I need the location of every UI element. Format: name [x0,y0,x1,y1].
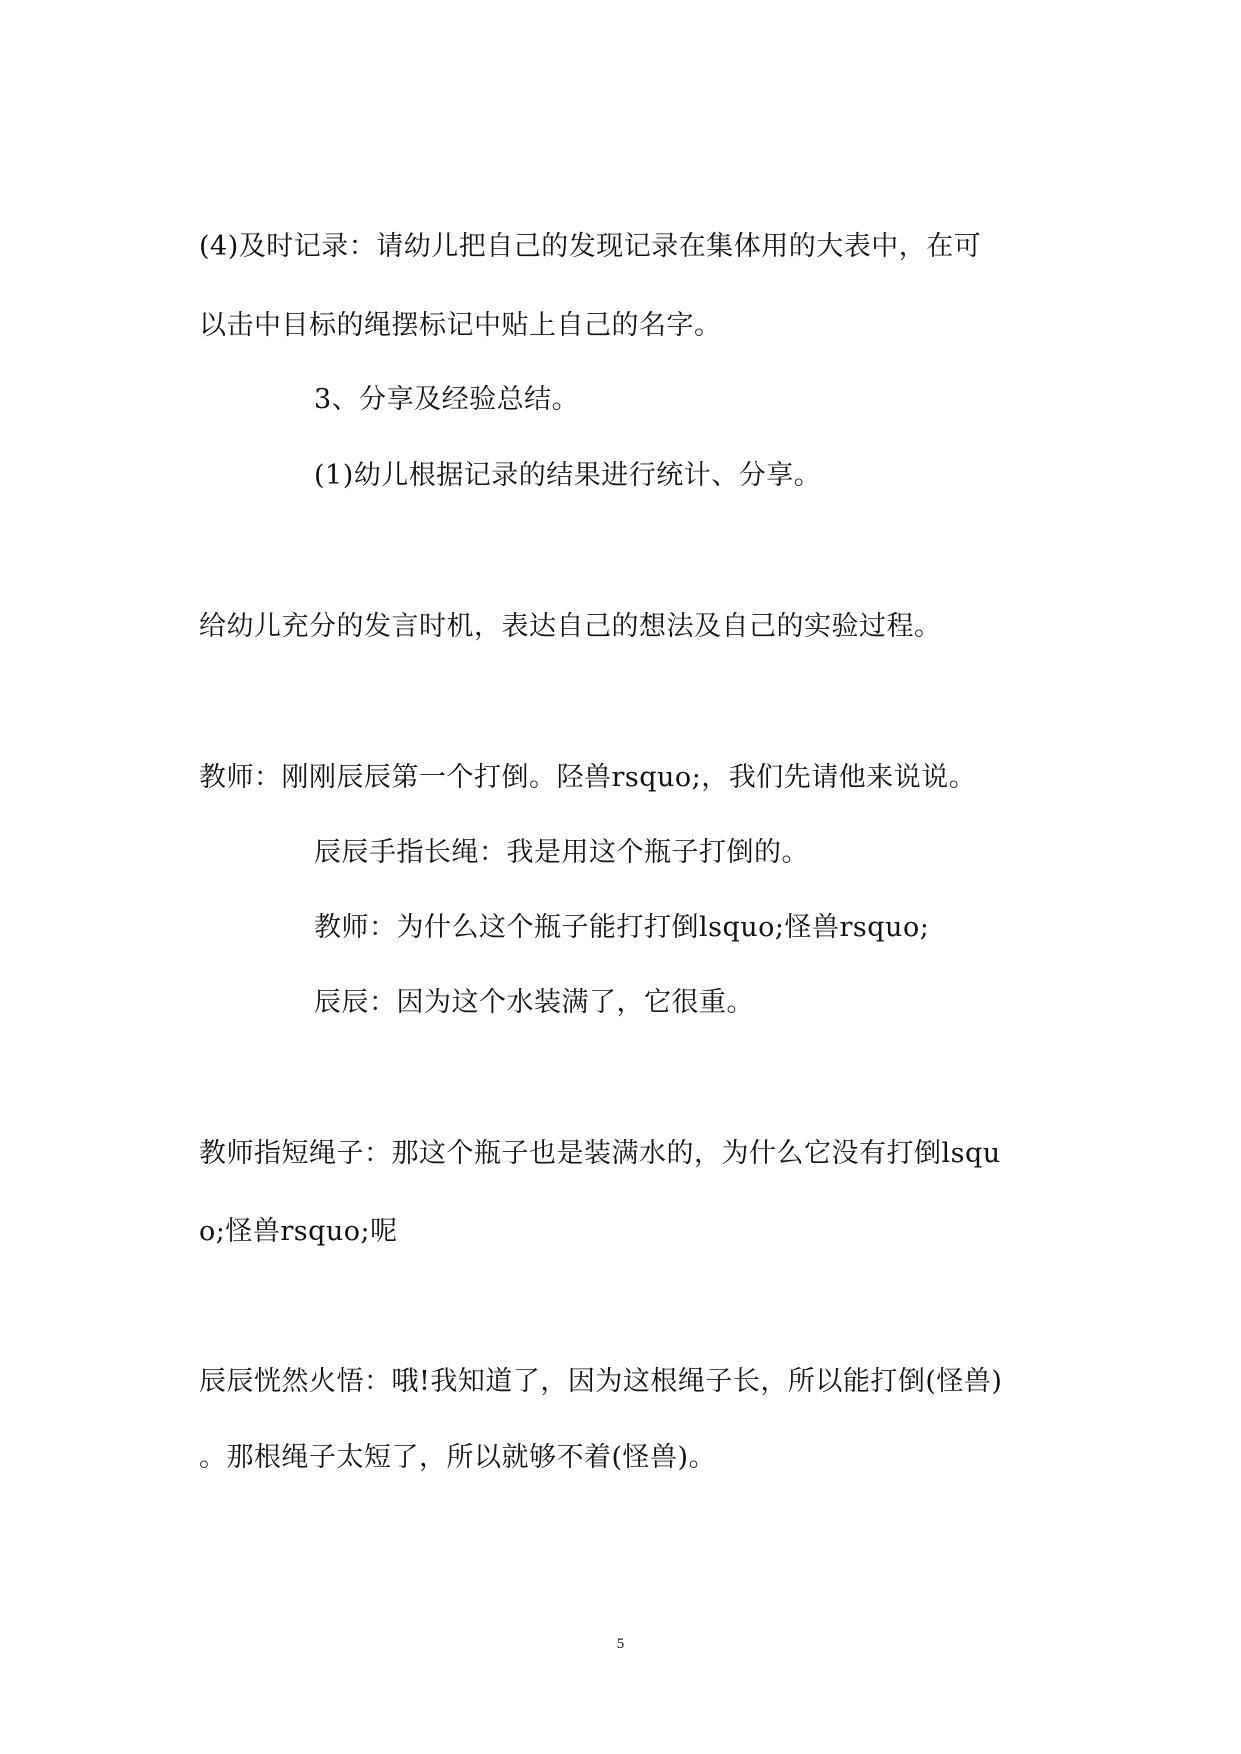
text-line-statistics: (1)幼儿根据记录的结果进行统计、分享。 [314,460,822,491]
dialogue-line-teacher-1: 教师：刚刚辰辰第一个打倒。陉兽rsquo;，我们先请他来说说。 [199,762,977,793]
dialogue-line-chenchen-3: 辰辰恍然火悟：哦!我知道了，因为这根绳子长，所以能打倒(怪兽) [199,1366,1003,1397]
section-heading-share: 3、分享及经验总结。 [314,384,580,415]
dialogue-line-teacher-3-cont: o;怪兽rsquo;呢 [199,1216,398,1247]
dialogue-line-chenchen-3-cont: 。那根绳子太短了，所以就够不着(怪兽)。 [199,1442,717,1473]
dialogue-line-teacher-3: 教师指短绳子：那这个瓶子也是装满水的，为什么它没有打倒lsqu [199,1138,1001,1169]
text-line-record-cont: 以击中目标的绳摆标记中贴上自己的名字。 [199,310,722,341]
dialogue-line-chenchen-1: 辰辰手指长绳：我是用这个瓶子打倒的。 [314,837,809,868]
text-line-record: (4)及时记录：请幼儿把自己的发现记录在集体用的大表中，在可 [199,231,982,262]
dialogue-line-teacher-2: 教师：为什么这个瓶子能打打倒lsquo;怪兽rsquo; [314,912,930,943]
text-line-speaking: 给幼儿充分的发言时机，表达自己的想法及自己的实验过程。 [199,611,942,642]
page-number: 5 [616,1636,625,1652]
dialogue-line-chenchen-2: 辰辰：因为这个水装满了，它很重。 [314,987,754,1018]
